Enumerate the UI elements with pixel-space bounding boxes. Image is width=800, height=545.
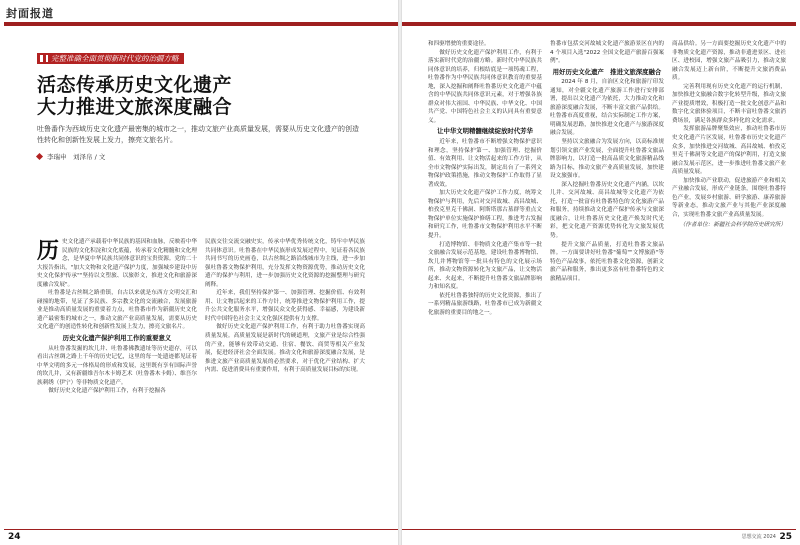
paragraph: 做好历史文化遗产保护利用工作，有利于落实新时代党的治疆方略。新时代中华民族共同体意识的培养，归根结底是一项铸魂工程，吐鲁番作为中华民族共同体意识教育的重要基地，深入挖掘和阐释吐鲁番历史文化遗产中蕴含的中华民族共同体意识元素，对于增强各族群众对伟大祖国、中华民族、中华文化、中国共产党、中国特色社会主义的认同具有重要意义。 — [428, 49, 542, 124]
kicker-banner — [37, 53, 184, 64]
paragraph: 加快推动产业联动，促进旅游产业和相关产业融合发展，形成产业链条，围绕吐鲁番特色产业，发展乡村旅游、研学旅游、康养旅游等新业态，推动文旅产业与其他产业深度融合，实现吐鲁番文旅产业高质量发展。 — [672, 177, 786, 218]
paragraph: 商品供给。另一方面要挖掘历史文化遗产中的非物质文化遗产资源，推动非遗进景区、进社区、进校园，增强文旅产品吸引力，推动文旅融合发展迈上新台阶，不断提升文旅消费品质。 — [672, 41, 786, 82]
paragraph: 做好历史文化遗产保护利用工作，有利于挖掘各 — [48, 388, 166, 395]
column-4 — [550, 40, 664, 524]
page-number-right: 25 — [779, 532, 792, 542]
section-heading: 用好历史文化遗产 推进文旅深度融合 — [552, 67, 662, 76]
paragraph: 鲁番市包括交河故城文化遗产旅游景区在内的 4 个项目入选"2022 全国文化遗产旅游百强案例"。 — [550, 41, 664, 65]
paragraph: 深入挖掘吐鲁番历史文化遗产内涵，以坎儿井、交河故城、高昌故城等文化遗产为依托，打造一批富有吐鲁番特色的文化旅游产品和服务，持续推动文化遗产保护传承与文旅深度融合，让吐鲁番历史文化遗产焕发时代光彩，把文化遗产资源优势转化为文旅发展优势。 — [550, 181, 664, 240]
paragraph: 完善利用现有历史文化遗产的运行机制，加快推进文旅融合数字化转型升级，推动文旅产业提质增效，积极打造一批文化创意产品和数字化文旅体验项目，不断丰富吐鲁番文旅消费场景，满足各族群众多样化的文化需求。 — [672, 83, 786, 124]
paragraph: 打造博物馆、非物质文化遗产集市等一批文旅融合发展示范基地，建设吐鲁番博物馆、坎儿井博物馆等一批具有特色的文化展示场所，推动文物资源转化为文旅产品，让文物活起来、火起来，不断提升吐鲁番文旅品牌影响力和知名度。 — [428, 241, 542, 291]
paragraph: 2024 年 8 月，自治区文化和旅游厅印发通知，对全疆文化遗产旅游工作进行安排部署，提出以文化遗产为依托，大力推动文化和旅游深度融合发展，不断丰富文旅产品供给。吐鲁番市高度重视，结合实际制定工作方案，明确发展思路，加快推进文化遗产与旅游深度融合发展。 — [550, 79, 664, 137]
paragraph: 依托吐鲁番独特的历史文化资源，推出了一系列精品旅游线路，吐鲁番市已成为新疆文化旅游的重要目的地之一。 — [428, 292, 542, 316]
footer-rule — [402, 529, 796, 530]
kicker-mark-icon — [46, 55, 48, 62]
header-rule — [4, 22, 398, 26]
kicker-mark-icon — [40, 55, 43, 62]
section-heading: 历史文化遗产保护利用工作的重要意义 — [62, 334, 172, 343]
title-line-1: 活态传承历史文化遗产 — [37, 74, 233, 96]
paragraph: 近年来，吐鲁番市不断增强文物保护意识和理念，坚持保护第一、加强管理、挖掘价值、有效利用、让文物活起来的工作方针，从全市文物保护实际出发，制定出台了一系列文物保护政策措施，推动文物保护工作取得了显著成效。 — [428, 139, 542, 188]
title-line-2: 大力推进文旅深度融合 — [37, 96, 233, 118]
column-2 — [205, 238, 365, 523]
column-1 — [37, 238, 197, 523]
column-5 — [672, 40, 786, 524]
section-tag: 封面报道 — [6, 7, 54, 20]
kicker-text: 完整准确全面贯彻新时代党的治疆方略 — [51, 54, 179, 63]
author-affiliation: （作者单位：新疆社会科学院历史研究所） — [679, 222, 786, 229]
byline — [37, 152, 105, 161]
paragraph: 坚持以文旅融合为发展方向，以高标准规划引领文旅产业发展，全面提升吐鲁番文旅品牌影响力，以打造一批高品质文化旅游精品线路为目标，推动文旅产业高质量发展，加快建设文旅强市。 — [550, 139, 664, 180]
section-heading: 让中华文明精髓继续绽放时代芳华 — [437, 127, 533, 136]
byline-text: 李瑞申 刘泽帛 / 文 — [47, 153, 106, 161]
paragraph: 近年来，我们坚持保护第一、加强管理、挖掘价值、有效利用、让文物活起来的工作方针，统筹推进文物保护利用工作，提升公共文化服务水平，增强民众文化获得感、幸福感，为建设新时代中国特色社会主义文化强区提供有力支撑。 — [205, 290, 365, 322]
paragraph: 发挥旅游品牌聚集效应，推动吐鲁番市历史文化遗产片区发展，吐鲁番市历史文化遗产众多，加快推进交河故城、高昌故城、柏孜克里克千佛洞等文化遗产的保护利用，打造文旅融合发展示范区，进一步推进吐鲁番文旅产业高质量发展。 — [672, 126, 786, 176]
paragraph: 和四驱增驶的重要途径。 — [428, 41, 490, 47]
paragraph: 史文化遗产承载着中华民族的基因和血脉，反映着中华民族的文化积淀和文化底蕴，传承着文化精髓和文化理念，是华夏中华民族共同体意识的宝贵资源。党的二十大报告指出，"加大文物和文化遗产保护力度，加强城乡建设中历史文化保护传承""坚持以文塑旅、以旅彰文，推进文化和旅游深度融合发展"。 — [37, 239, 197, 288]
paragraph: 吐鲁番是古丝绸之路重镇，自古以来就是东西方文明交汇和碰撞的地带，见证了多民族、多宗教文化的交流融合，发展旅游业是推动高质量发展的重要着力点，吐鲁番市作为新疆历史文化遗产最密集的城市之一，推动文旅产业高质量发展，需要从历史文化遗产的创造性转化和创新性发展上发力，擦亮文旅名片。 — [37, 290, 197, 331]
paragraph: 加大历史文化遗产保护工作力度，统筹文物保护与利用，先后对交河故城、高昌故城、柏孜克里克千佛洞、阿斯塔那古墓群等重点文物保护单位实施保护修缮工程，推进考古发掘和研究工作，吐鲁番市文物保护利用水平不断提升。 — [428, 190, 542, 240]
footer-rule — [4, 529, 398, 530]
paragraph: 提升文旅产品质量，打造吐鲁番文旅品牌。一方面要讲好吐鲁番"葡萄""文博旅游"等特色产品故事，依托吐鲁番文化资源，创新文旅产品和服务，推出更多富有吐鲁番特色的文旅精品项目。 — [550, 241, 664, 282]
paragraph: 从吐鲁番发掘的坎儿井、吐鲁番佛教遗址等历史遗存，可以看出古丝绸之路上千年的历史记忆，这里的每一处遗迹都见证着中华文明的多元一体格局的形成和发展，这里既有享有国际声誉的坎儿井，又有新疆维吾尔木卡姆艺术（吐鲁番木卡姆）、维吾尔族刺绣（伊宁）等非物质文化遗产。 — [37, 345, 197, 386]
header-rule — [402, 22, 796, 26]
column-3 — [428, 40, 542, 524]
folio-text: 思想交流 2024 — [741, 534, 776, 540]
byline-diamond-icon — [36, 153, 43, 160]
dropcap: 历 — [37, 238, 60, 264]
page-number-left: 24 — [8, 532, 21, 542]
right-page — [402, 0, 800, 545]
article-title — [37, 74, 232, 118]
left-page — [0, 0, 398, 545]
paragraph: 民族交往交流交融史实，传承中华优秀传统文化，铸牢中华民族共同体意识。吐鲁番在中华民族形成发展过程中，见证着各民族共同书写的历史画卷，以古丝绸之路沿线城市为主线，进一步加强吐鲁番文物保护利用，充分发挥文物资源优势，推动历史文化遗产的保护与利用，进一步加强历史文化资源的挖掘整理与研究阐释。 — [205, 239, 365, 288]
lead-paragraph: 吐鲁番作为西域历史文化遗产最密集的城市之一，推动文旅产业高质量发展，需要从历史文化遗产的创造性转化和创新性发展上发力，擦亮文旅名片。 — [37, 125, 359, 144]
paragraph: 做好历史文化遗产保护利用工作，有利于助力吐鲁番实现高质量发展。高质量发展是新时代的硬道理，文旅产业是综合性强的产业，能够有效带动交通、住宿、餐饮、商贸等相关产业发展，促进经济社会全面发展。推动文化和旅游深度融合发展，是推进文旅产业高质量发展的必然要求，对于优化产业结构、扩大内需、促进消费具有重要作用，有利于高质量发展目标的实现。 — [205, 324, 365, 374]
